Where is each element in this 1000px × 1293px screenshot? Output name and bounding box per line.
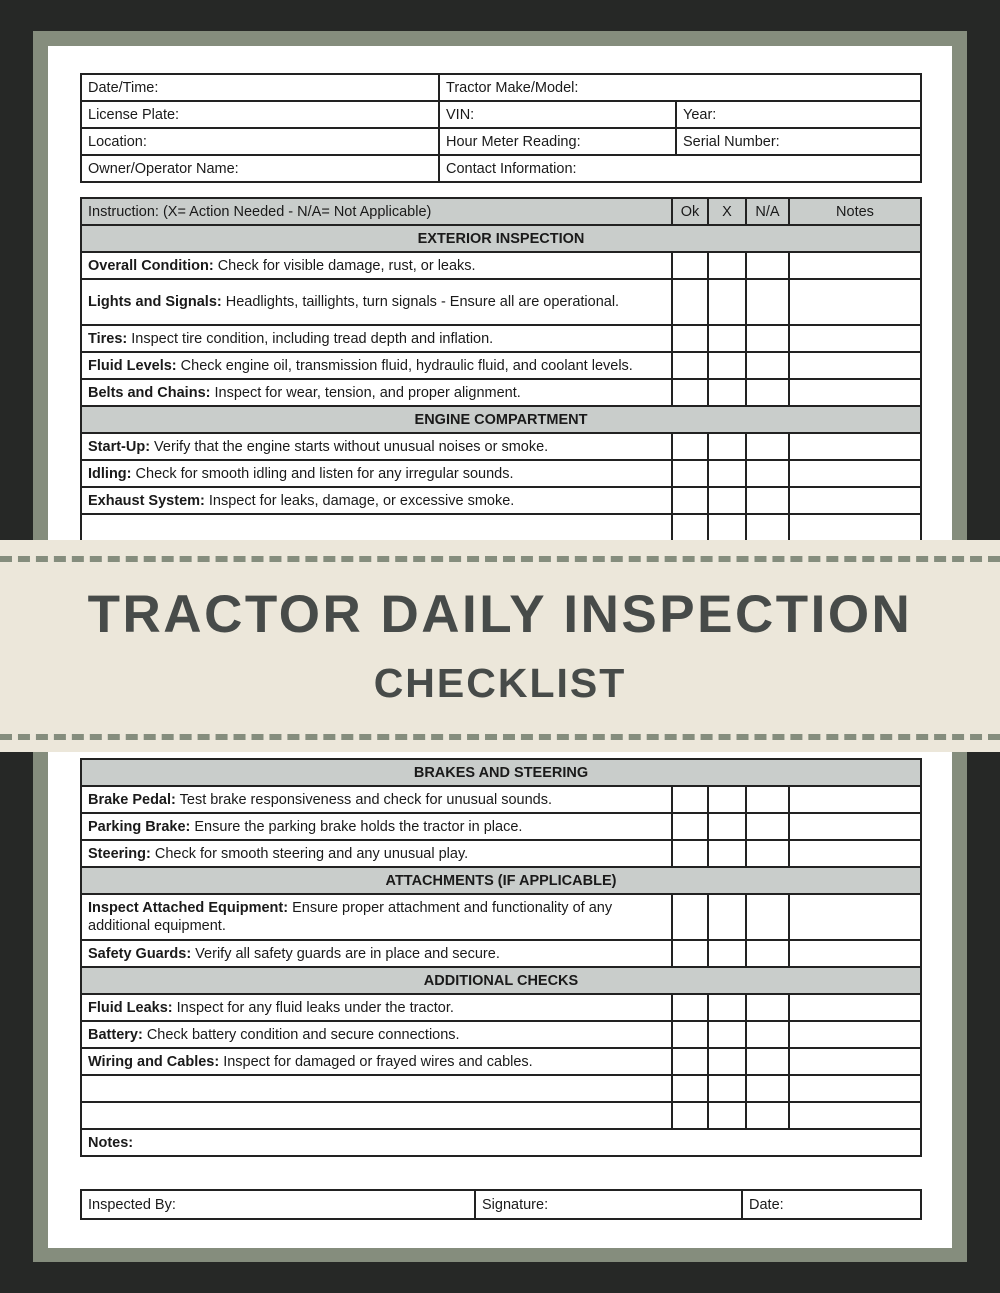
serial-number-field[interactable]: Serial Number: [676,128,921,155]
x-checkbox[interactable] [708,352,746,379]
banner-title: TRACTOR DAILY INSPECTION [87,585,913,644]
na-checkbox[interactable] [746,1048,789,1075]
owner-field[interactable]: Owner/Operator Name: [81,155,439,182]
item-instruction: Inspect for damaged or frayed wires and cables. [219,1053,533,1070]
item-name: Fluid Leaks: [88,999,173,1016]
ok-checkbox[interactable] [672,1021,708,1048]
x-checkbox[interactable] [708,940,746,967]
checklist-row [81,1048,921,1075]
checklist-row [81,1075,921,1102]
x-checkbox[interactable] [708,786,746,813]
checklist-row [81,1102,921,1129]
ok-checkbox[interactable] [672,252,708,279]
item-description [81,813,672,840]
item-description [81,994,672,1021]
na-checkbox[interactable] [746,487,789,514]
notes-cell[interactable] [789,940,921,967]
checklist-row [81,325,921,352]
x-checkbox[interactable] [708,894,746,940]
item-description [81,894,672,940]
ok-checkbox[interactable] [672,1048,708,1075]
notes-cell[interactable] [789,813,921,840]
checklist-row [81,433,921,460]
checklist-row [81,840,921,867]
x-checkbox[interactable] [708,325,746,352]
item-description [81,379,672,406]
notes-cell[interactable] [789,1021,921,1048]
section-header: BRAKES AND STEERING [81,759,921,786]
item-name: Parking Brake: [88,818,191,835]
year-field[interactable]: Year: [676,101,921,128]
ok-checkbox[interactable] [672,1075,708,1102]
x-checkbox[interactable] [708,994,746,1021]
notes-field[interactable]: Notes: [81,1129,921,1156]
na-checkbox[interactable] [746,352,789,379]
notes-cell[interactable] [789,460,921,487]
ok-checkbox[interactable] [672,940,708,967]
x-checkbox[interactable] [708,1102,746,1129]
item-description [81,940,672,967]
notes-cell[interactable] [789,379,921,406]
date-time-field[interactable]: Date/Time: [81,74,439,101]
item-name: Idling: [88,465,132,482]
na-checkbox[interactable] [746,840,789,867]
notes-cell[interactable] [789,894,921,940]
item-description [81,840,672,867]
na-checkbox[interactable] [746,940,789,967]
na-checkbox[interactable] [746,1021,789,1048]
x-checkbox[interactable] [708,1021,746,1048]
notes-cell[interactable] [789,840,921,867]
item-name: Tires: [88,330,128,347]
signoff-table [80,1189,922,1220]
item-instruction: Verify all safety guards are in place and secure. [191,945,500,962]
section-header: EXTERIOR INSPECTION [81,225,921,252]
item-instruction: Inspect for leaks, damage, or excessive smoke. [204,492,515,509]
item-description [81,325,672,352]
ok-checkbox[interactable] [672,325,708,352]
notes-cell[interactable] [789,994,921,1021]
item-instruction: Check battery condition and secure connections. [142,1026,460,1043]
notes-cell[interactable] [789,279,921,325]
item-name: Inspect Attached Equipment: [88,900,289,916]
checklist-row [81,1021,921,1048]
item-description [81,352,672,379]
x-header: X [708,198,746,225]
item-description [81,433,672,460]
na-checkbox[interactable] [746,279,789,325]
ok-checkbox[interactable] [672,1102,708,1129]
ok-checkbox[interactable] [672,487,708,514]
checklist-row [81,460,921,487]
ok-checkbox[interactable] [672,840,708,867]
ok-checkbox[interactable] [672,279,708,325]
item-description [81,1102,672,1129]
na-checkbox[interactable] [746,894,789,940]
checklist-row [81,279,921,325]
checklist-row [81,786,921,813]
inspected-by-field[interactable]: Inspected By: [81,1190,475,1219]
item-name: Belts and Chains: [88,384,211,401]
na-checkbox[interactable] [746,433,789,460]
item-description [81,487,672,514]
item-name: Fluid Levels: [88,357,177,374]
contact-field[interactable]: Contact Information: [439,155,921,182]
item-description [81,252,672,279]
item-name: Safety Guards: [88,945,192,962]
notes-cell[interactable] [789,252,921,279]
na-checkbox[interactable] [746,994,789,1021]
item-description [81,514,672,541]
ok-checkbox[interactable] [672,379,708,406]
checklist-row [81,352,921,379]
x-checkbox[interactable] [708,433,746,460]
vehicle-info-table [80,73,922,183]
banner-subtitle: CHECKLIST [373,660,627,706]
ok-checkbox[interactable] [672,994,708,1021]
x-checkbox[interactable] [708,252,746,279]
vin-field[interactable]: VIN: [439,101,676,128]
checklist-table-top [80,197,922,542]
item-name: Exhaust System: [88,492,205,509]
notes-cell[interactable] [789,352,921,379]
signature-field[interactable]: Signature: [475,1190,742,1219]
item-instruction: Check for visible damage, rust, or leaks. [213,257,476,274]
license-plate-field[interactable]: License Plate: [81,101,439,128]
checklist-row [81,252,921,279]
na-checkbox[interactable] [746,379,789,406]
item-name: Lights and Signals: [88,294,222,310]
na-checkbox[interactable] [746,1102,789,1129]
item-name: Steering: [88,845,151,862]
item-description [81,460,672,487]
notes-cell[interactable] [789,786,921,813]
na-checkbox[interactable] [746,1075,789,1102]
item-instruction: Ensure proper attachment and functionality of any additional equipment. [88,900,613,934]
section-header: ENGINE COMPARTMENT [81,406,921,433]
checklist-row [81,379,921,406]
item-description [81,1075,672,1102]
ok-checkbox[interactable] [672,352,708,379]
notes-cell[interactable] [789,1048,921,1075]
item-instruction: Inspect for wear, tension, and proper alignment. [210,384,521,401]
item-name: Start-Up: [88,438,151,455]
na-checkbox[interactable] [746,325,789,352]
item-description [81,279,672,325]
location-field[interactable]: Location: [81,128,439,155]
notes-cell[interactable] [789,1075,921,1102]
dashed-divider [0,734,1000,740]
ok-checkbox[interactable] [672,813,708,840]
notes-cell[interactable] [789,487,921,514]
notes-cell[interactable] [789,325,921,352]
dashed-divider [0,556,1000,562]
item-instruction: Inspect for any fluid leaks under the tractor. [172,999,454,1016]
na-checkbox[interactable] [746,252,789,279]
item-name: Overall Condition: [88,257,214,274]
checklist-row [81,487,921,514]
na-checkbox[interactable] [746,514,789,541]
checklist-row [81,514,921,541]
x-checkbox[interactable] [708,1048,746,1075]
item-instruction: Headlights, taillights, turn signals - Ensure all are operational. [221,294,620,310]
ok-checkbox[interactable] [672,460,708,487]
item-instruction: Test brake responsiveness and check for unusual sounds. [175,791,553,808]
item-description [81,1048,672,1075]
x-checkbox[interactable] [708,813,746,840]
x-checkbox[interactable] [708,514,746,541]
ok-checkbox[interactable] [672,894,708,940]
item-description [81,786,672,813]
notes-cell[interactable] [789,1102,921,1129]
hour-meter-field[interactable]: Hour Meter Reading: [439,128,676,155]
date-field[interactable]: Date: [742,1190,921,1219]
x-checkbox[interactable] [708,840,746,867]
x-checkbox[interactable] [708,379,746,406]
x-checkbox[interactable] [708,1075,746,1102]
checklist-row [81,940,921,967]
ok-checkbox[interactable] [672,514,708,541]
na-checkbox[interactable] [746,786,789,813]
instruction-header: Instruction: (X= Action Needed - N/A= Not Applicable) [81,198,672,225]
item-description [81,1021,672,1048]
checklist-row [81,994,921,1021]
x-checkbox[interactable] [708,460,746,487]
notes-header: Notes [789,198,921,225]
item-instruction: Ensure the parking brake holds the tractor in place. [190,818,523,835]
make-model-field[interactable]: Tractor Make/Model: [439,74,921,101]
ok-header: Ok [672,198,708,225]
item-name: Brake Pedal: [88,791,176,808]
x-checkbox[interactable] [708,279,746,325]
na-header: N/A [746,198,789,225]
checklist-table-bottom [80,758,922,1157]
section-header: ATTACHMENTS (IF APPLICABLE) [81,867,921,894]
notes-cell[interactable] [789,514,921,541]
title-banner [0,540,1000,752]
item-instruction: Check for smooth idling and listen for any irregular sounds. [131,465,514,482]
item-name: Battery: [88,1026,143,1043]
ok-checkbox[interactable] [672,786,708,813]
na-checkbox[interactable] [746,813,789,840]
section-header: ADDITIONAL CHECKS [81,967,921,994]
item-instruction: Check engine oil, transmission fluid, hydraulic fluid, and coolant levels. [176,357,633,374]
ok-checkbox[interactable] [672,433,708,460]
na-checkbox[interactable] [746,460,789,487]
item-instruction: Verify that the engine starts without unusual noises or smoke. [150,438,549,455]
notes-cell[interactable] [789,433,921,460]
x-checkbox[interactable] [708,487,746,514]
item-instruction: Inspect tire condition, including tread depth and inflation. [127,330,494,347]
checklist-row [81,894,921,940]
checklist-row [81,813,921,840]
item-instruction: Check for smooth steering and any unusual play. [150,845,469,862]
item-name: Wiring and Cables: [88,1053,220,1070]
